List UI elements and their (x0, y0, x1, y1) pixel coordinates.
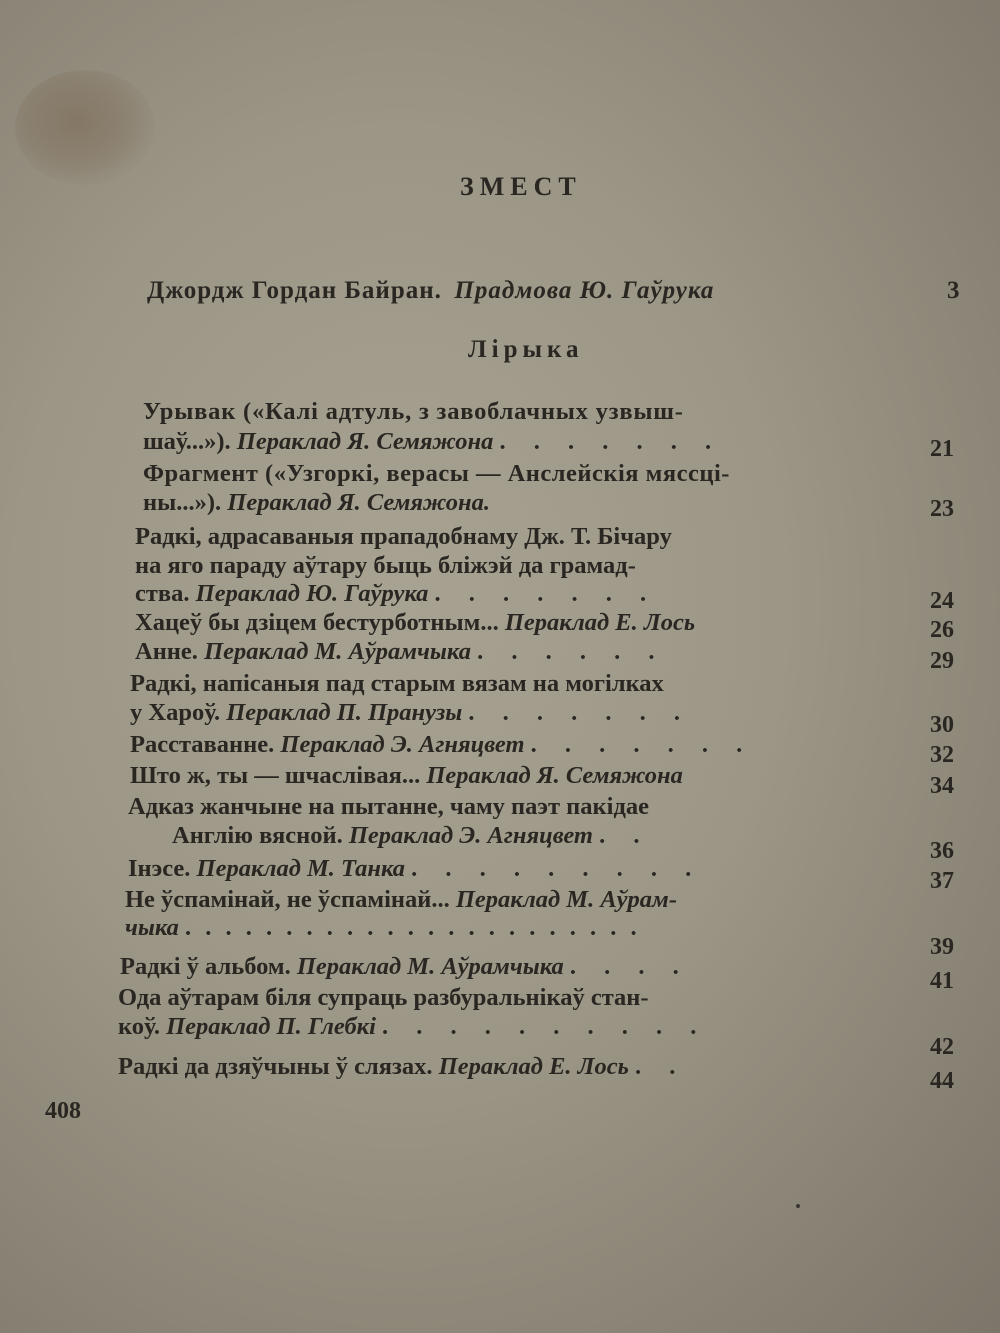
page-title: ЗМЕСТ (460, 172, 582, 201)
entry-title: Расставанне. (130, 731, 281, 758)
entry-translator: Пераклад Я. Семяжона (236, 428, 494, 455)
entry-title: Адказ жанчыне на пытанне, чаму паэт пакідае (128, 793, 649, 820)
entry-translator: Пераклад Е. Лось (438, 1053, 629, 1080)
entry-translator: Пераклад Е. Лось (504, 609, 696, 636)
leader-dots: . . . . . . . (530, 731, 754, 758)
entry-title: ства. (135, 580, 196, 607)
entry-title: Анне. (135, 638, 205, 665)
entry-title: шаў...»). (143, 428, 237, 455)
entry-page-number: 29 (930, 648, 954, 674)
entry-page-number: 42 (930, 1034, 954, 1060)
leader-dots: . . (599, 822, 651, 849)
entry-title: Радкі ў альбом. (120, 953, 297, 980)
entry-title: Радкі, напісаныя пад старым вязам на могілках (130, 670, 664, 697)
entry-translator: Пераклад Я. Семяжона (426, 762, 683, 789)
entry-translator: Пераклад М. Танка (196, 855, 406, 882)
entry-title: Урывак («Калі адтуль, з завоблачных узвыш- (143, 398, 684, 425)
entry-translator: Пераклад Э. Агняцвет (348, 822, 593, 849)
entry-translator: Пераклад Я. Семяжона. (227, 489, 490, 516)
intro-preface: Прадмова Ю. Гаўрука (454, 277, 715, 304)
entry-page-number: 34 (930, 773, 954, 799)
paper-speck (796, 1204, 800, 1208)
entry-translator: Пераклад П. Глебкі (166, 1013, 376, 1040)
entry-title: Радкі, адрасаваныя прападобнаму Дж. Т. Бічару (135, 523, 672, 550)
entry-page-number: 23 (930, 496, 954, 522)
entry-title: ны...»). (143, 489, 228, 516)
entry-page-number: 24 (930, 588, 954, 614)
page-number: 408 (45, 1098, 81, 1124)
entry-title: на яго параду аўтару быць бліжэй да грамад- (135, 552, 636, 579)
entry-title: Хацеў бы дзіцем бестурботным... (135, 609, 505, 636)
entry-page-number: 32 (930, 742, 954, 768)
leader-dots: . . . . . . . (499, 428, 723, 455)
entry-translator: чыка (125, 914, 179, 941)
leader-dots: . . . . . . . . . (411, 855, 703, 882)
entry-title: Радкі да дзяўчыны ў слязах. (118, 1053, 439, 1080)
leader-dots: . . . . . . . (468, 699, 692, 726)
entry-translator: Пераклад П. Пранузы (226, 699, 463, 726)
section-heading: Лірыка (468, 336, 584, 363)
entry-page-number: 44 (930, 1068, 954, 1094)
entry-page-number: 26 (930, 617, 954, 643)
paper-stain (15, 70, 155, 185)
entry-page-number: 39 (930, 934, 954, 960)
entry-title: Англію вясной. (172, 822, 349, 849)
entry-translator: Пераклад Э. Агняцвет (280, 731, 525, 758)
entry-page-number: 36 (930, 838, 954, 864)
leader-dots: . . . . . . (477, 638, 666, 665)
leader-dots: . . (634, 1053, 687, 1080)
intro-author: Джордж Гордан Байран. (147, 277, 442, 304)
entry-title: Ода аўтарам біля супраць разбуральнікаў стан- (118, 984, 649, 1011)
entry-title: Не ўспамінай, не ўспамінай... (125, 886, 456, 913)
entry-title: Фрагмент («Узгоркі, верасы — Анслейскія мяссці- (143, 460, 730, 487)
entry-page-number: 21 (930, 436, 954, 462)
leader-dots: . . . . (569, 953, 690, 980)
entry-translator: Пераклад М. Аўрамчыка (296, 953, 564, 980)
entry-translator: Пераклад М. Аўрам- (455, 886, 677, 913)
entry-page-number: 37 (930, 868, 954, 894)
entry-page-number: 30 (930, 712, 954, 738)
entry-title: коў. (118, 1013, 167, 1040)
leader-dots: . . . . . . . . . . (382, 1013, 708, 1040)
intro-entry (147, 277, 977, 305)
entry-title: Што ж, ты — шчаслівая... (130, 762, 427, 789)
leader-dots: . . . . . . . . . . . . . . . . . . . . . . . (185, 914, 641, 941)
entry-translator: Пераклад М. Аўрамчыка (204, 638, 471, 665)
leader-dots: . . . . . . . (434, 580, 658, 607)
entry-translator: Пераклад Ю. Гаўрука (195, 580, 429, 607)
entry-title: Інэсе. (128, 855, 197, 882)
intro-page-number: 3 (947, 277, 960, 304)
entry-page-number: 41 (930, 968, 954, 994)
entry-title: у Хароў. (130, 699, 227, 726)
